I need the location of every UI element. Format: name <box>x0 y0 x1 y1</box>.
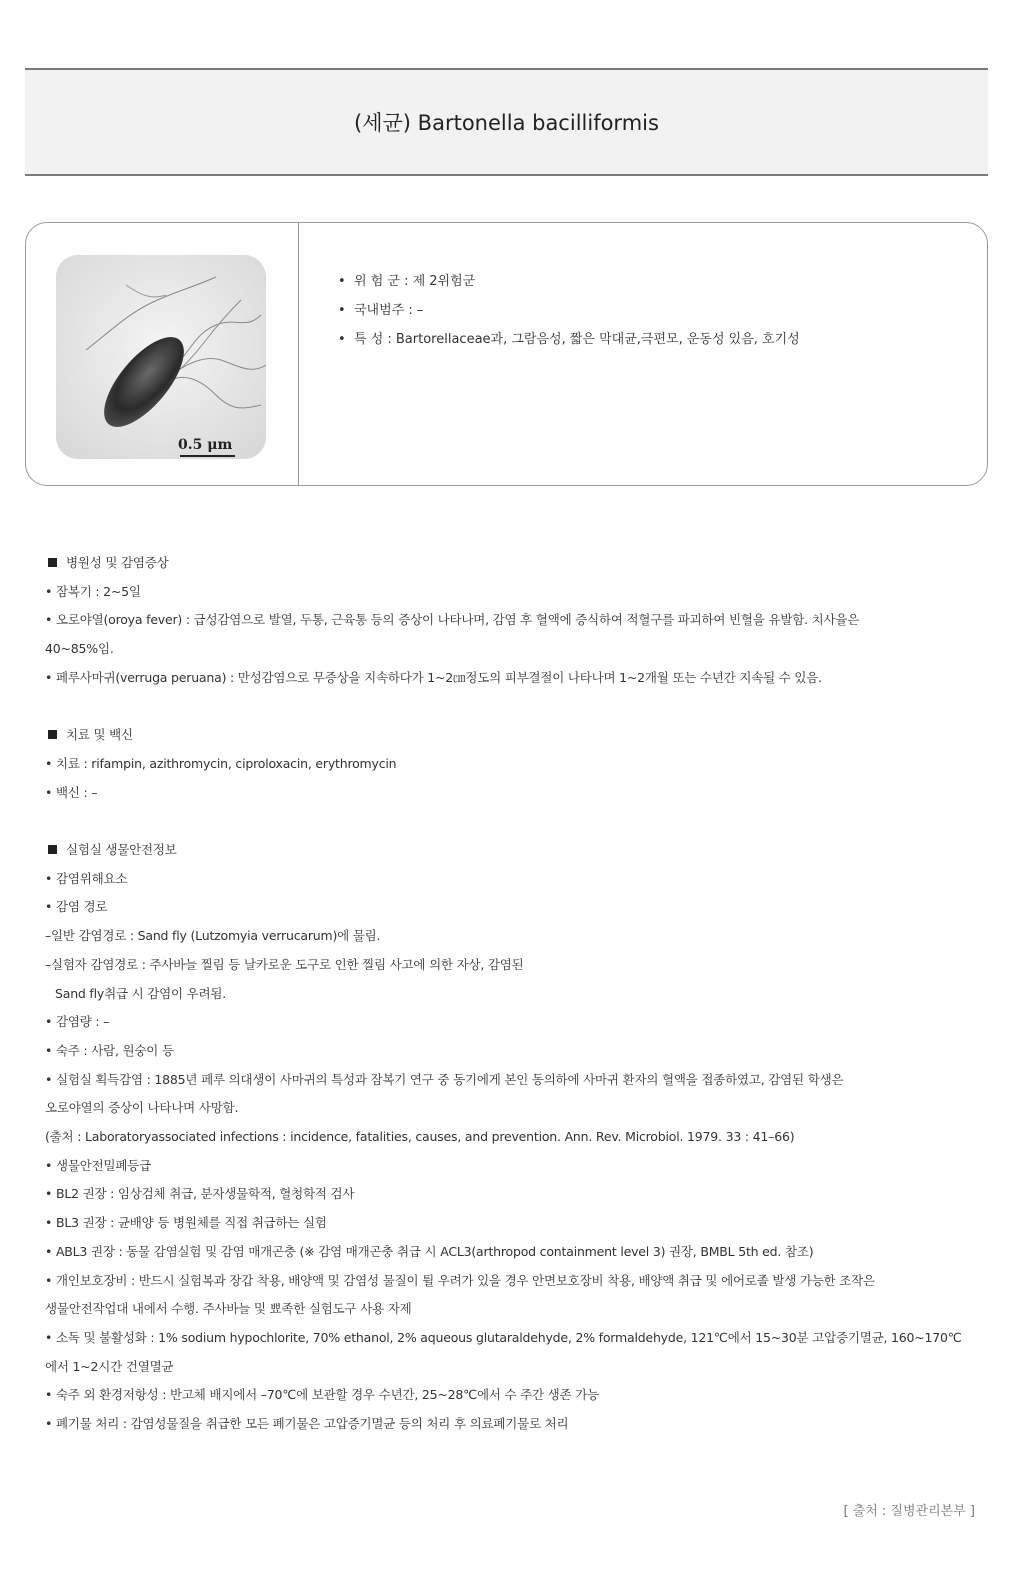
property-characteristics: • 특 성 : Bartorellaceae과, 그람음성, 짧은 막대균,극편모, 운동성 있음, 호기성 <box>338 325 800 354</box>
list-item: –일반 감염경로 : Sand fly (Lutzomyia verrucarum)에 물림. <box>45 928 381 944</box>
property-domestic-category: • 국내범주 : – <box>338 296 800 325</box>
list-item: • 숙주 외 환경저항성 : 반고체 배지에서 –70℃에 보관할 경우 수년간, 25~28℃에서 수 주간 생존 가능 <box>45 1387 599 1403</box>
list-item: • 백신 : – <box>45 784 98 800</box>
list-item: • 소독 및 불활성화 : 1% sodium hypochlorite, 70% ethanol, 2% aqueous glutaraldehyde, 2% formaldehyde, 121℃에서 15~30분 고압증기멸균, 160~170℃ <box>45 1329 962 1345</box>
list-item: • 오로야열(oroya fever) : 급성감염으로 발열, 두통, 근육통 등의 증상이 나타나며, 감염 후 혈액에 증식하여 적혈구를 파괴하여 빈혈을 유발함. 치사율은 <box>45 612 860 628</box>
list-item: • 감염 경로 <box>45 899 108 915</box>
list-item: • 실험실 획득감염 : 1885년 페루 의대생이 사마귀의 특성과 잠복기 연구 중 동기에게 본인 동의하에 사마귀 환자의 혈액을 접종하였고, 감염된 학생은 <box>45 1071 844 1087</box>
section-heading-pathogenicity: 병원성 및 감염증상 <box>45 549 990 578</box>
list-item: 오로야열의 증상이 나타나며 사망함. <box>45 1100 239 1116</box>
bullet-icon: • <box>338 303 346 318</box>
list-item: 생물안전작업대 내에서 수행. 주사바늘 및 뾰족한 실험도구 사용 자제 <box>45 1301 412 1317</box>
list-item: 40~85%임. <box>45 641 114 657</box>
list-item: • ABL3 권장 : 동물 감염실험 및 감염 매개곤충 (※ 감염 매개곤충 취급 시 ACL3(arthropod containment level 3) 권장, BMBL 5th ed. 참조) <box>45 1243 814 1259</box>
square-bullet-icon <box>48 558 57 567</box>
title-band <box>25 68 988 176</box>
info-box <box>25 222 988 486</box>
bacterium-illustration <box>56 255 266 459</box>
page-title: (세균) Bartonella bacilliformis <box>354 111 659 135</box>
list-item: 에서 1~2시간 건열멸균 <box>45 1358 174 1374</box>
list-item: Sand fly취급 시 감염이 우려됨. <box>55 985 227 1001</box>
list-item: • 치료 : rifampin, azithromycin, ciproloxacin, erythromycin <box>45 755 397 771</box>
list-item: • 생물안전밀폐등급 <box>45 1157 151 1173</box>
source-note: [ 출처 : 질병관리본부 ] <box>843 1504 975 1519</box>
section-heading-treatment: 치료 및 백신 <box>45 721 990 750</box>
list-item: • 폐기물 처리 : 감염성물질을 취급한 모든 폐기물은 고압증기멸균 등의 처리 후 의료폐기물로 처리 <box>45 1416 569 1432</box>
property-risk-group: • 위 험 군 : 제 2위험군 <box>338 267 800 296</box>
property-list <box>338 267 800 354</box>
list-item: • BL3 권장 : 균배양 등 병원체를 직접 취급하는 실험 <box>45 1215 327 1231</box>
micrograph-image <box>56 255 266 459</box>
list-item: • 페루사마귀(verruga peruana) : 만성감염으로 무증상을 지속하다가 1~2㎝정도의 피부결절이 나타나며 1~2개월 또는 수년간 지속될 수 있음. <box>45 669 822 685</box>
list-item: • 잠복기 : 2~5일 <box>45 583 141 599</box>
bullet-icon: • <box>338 332 346 347</box>
scale-bar <box>180 455 235 457</box>
list-item: • 감염위해요소 <box>45 870 128 886</box>
scale-label: 0.5 μm <box>178 437 233 453</box>
spacer <box>45 693 990 722</box>
list-item: (출처 : Laboratoryassociated infections : incidence, fatalities, causes, and prevention. Ann. Rev. Microbiol. 1979. 33 : 41–66) <box>45 1129 795 1145</box>
list-item: –실험자 감염경로 : 주사바늘 찔림 등 날카로운 도구로 인한 찔림 사고에 의한 자상, 감염된 <box>45 956 524 972</box>
list-item: • 숙주 : 사람, 원숭이 등 <box>45 1042 174 1058</box>
list-item: • 감염량 : – <box>45 1014 110 1030</box>
spacer <box>45 807 990 836</box>
info-divider <box>298 223 299 485</box>
list-item: • 개인보호장비 : 반드시 실험복과 장갑 착용, 배양액 및 감염성 물질이 튈 우려가 있을 경우 안면보호장비 착용, 배양액 취급 및 에어로졸 발생 가능한 조작은 <box>45 1272 875 1288</box>
bullet-icon: • <box>338 274 346 289</box>
section-heading-biosafety: 실험실 생물안전정보 <box>45 836 990 865</box>
content-body <box>45 549 990 1439</box>
square-bullet-icon <box>48 845 57 854</box>
square-bullet-icon <box>48 730 57 739</box>
list-item: • BL2 권장 : 임상검체 취급, 분자생물학적, 혈청학적 검사 <box>45 1186 355 1202</box>
